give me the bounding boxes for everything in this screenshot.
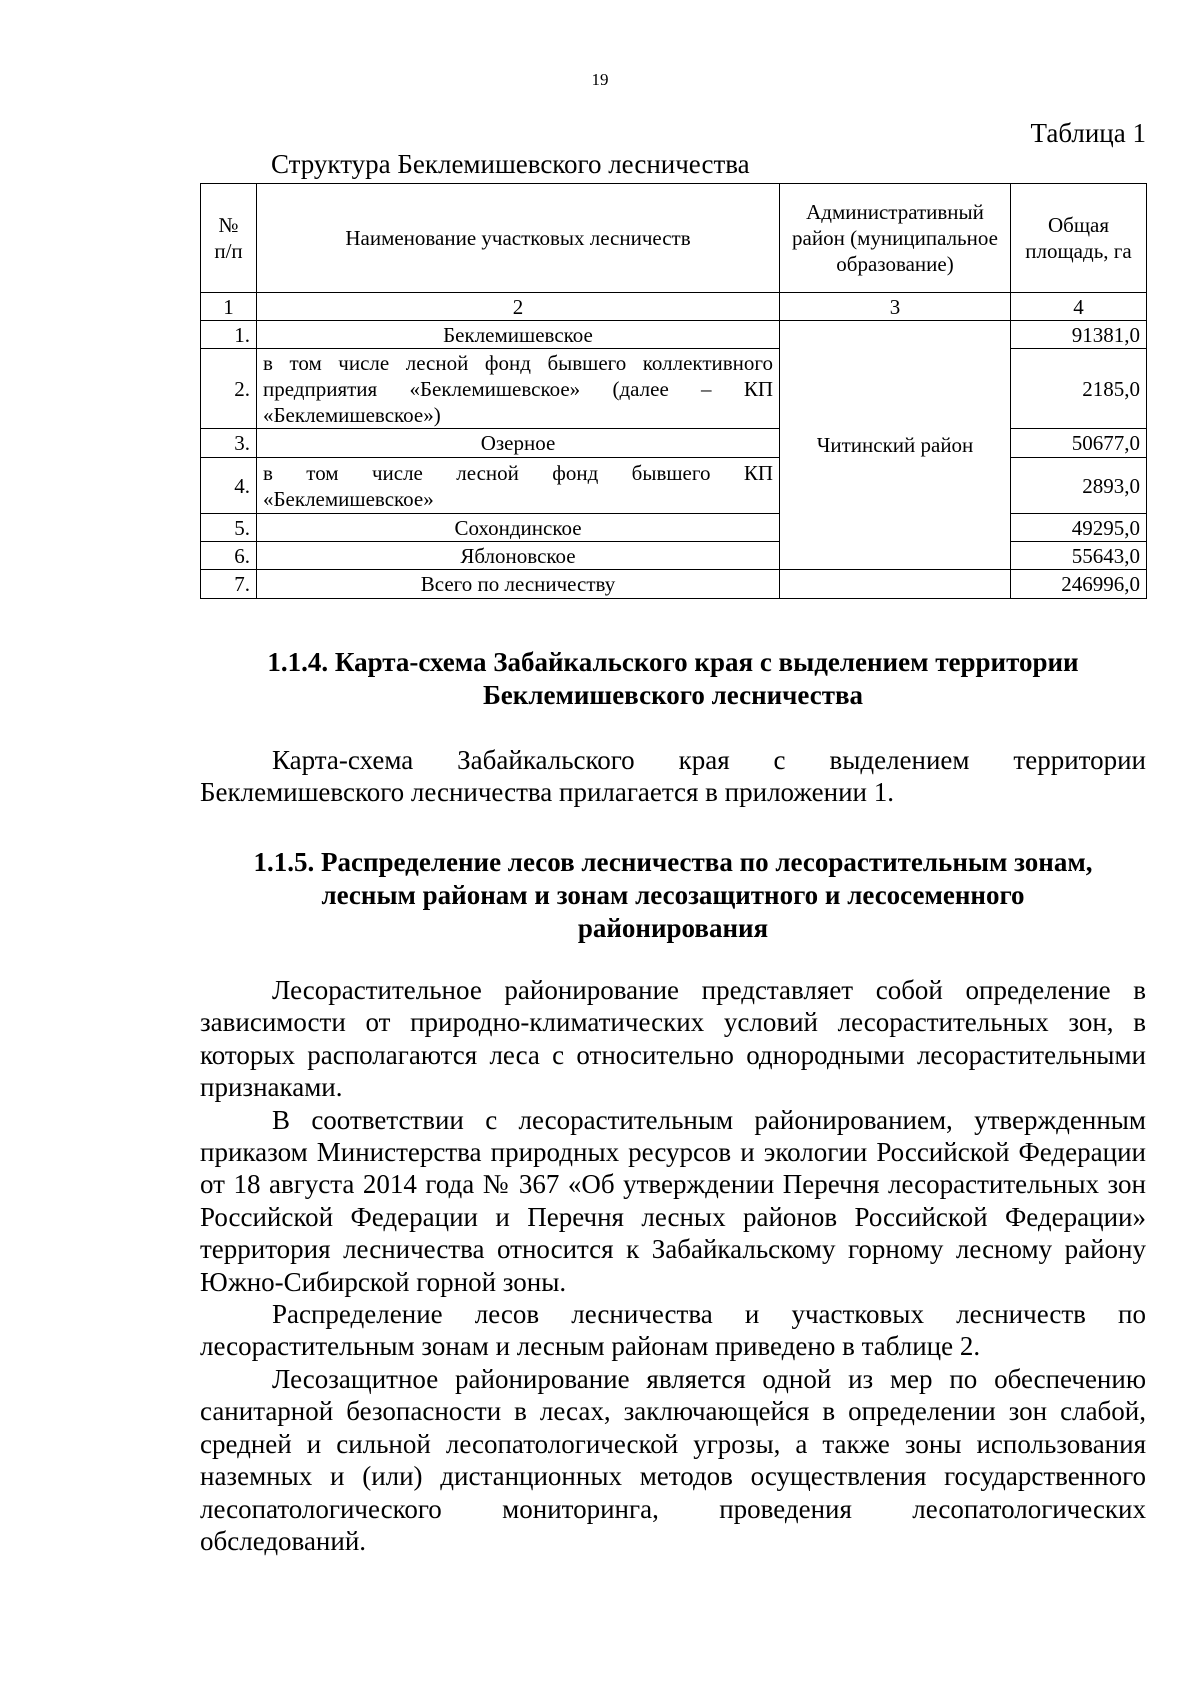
- row-num: 2.: [201, 349, 257, 429]
- col-number: 2: [257, 293, 780, 321]
- row-name: Сохондинское: [257, 514, 780, 542]
- section-115-body: [0, 974, 1146, 1557]
- col-number: 3: [780, 293, 1011, 321]
- row-name: в том числе лесной фонд бывшего КП «Беклемишевское»: [257, 458, 780, 514]
- row-name: в том числе лесной фонд бывшего коллективного предприятия «Беклемишевское» (далее – КП «Беклемишевское»): [257, 349, 780, 429]
- row-num: 3.: [201, 429, 257, 458]
- row-area: 50677,0: [1011, 429, 1147, 458]
- row-num: 1.: [201, 321, 257, 349]
- header-num: № п/п: [201, 184, 257, 293]
- row-area: 55643,0: [1011, 542, 1147, 570]
- table-row: [201, 321, 1147, 349]
- page-number: 19: [591, 70, 609, 89]
- district-cell: Читинский район: [780, 321, 1011, 570]
- paragraph: Лесозащитное районирование является одной из мер по обеспечению санитарной безопасности в лесах, заключающейся в определении зон слабой, средней и сильной лесопатологической угрозы, а также зоны использования наземных и (или) дистанционных методов осуществления государственного лесопатологического мониторинга, проведения лесопатологических обследований.: [200, 1363, 1146, 1556]
- table-header-row: [201, 184, 1147, 293]
- section-114-paragraph: Карта-схема Забайкальского края с выделением территории Беклемишевского лесничества прилагается в приложении 1.: [200, 745, 1146, 808]
- col-number: 4: [1011, 293, 1147, 321]
- row-area: 246996,0: [1011, 570, 1147, 599]
- row-name: Яблоновское: [257, 542, 780, 570]
- column-numbers-row: [201, 293, 1147, 321]
- row-num: 6.: [201, 542, 257, 570]
- row-name: Озерное: [257, 429, 780, 458]
- header-name: Наименование участковых лесничеств: [257, 184, 780, 293]
- col-number: 1: [201, 293, 257, 321]
- forestry-structure-table: [200, 183, 1147, 599]
- section-114-heading: [200, 646, 1146, 712]
- header-district: Административный район (муниципальное образование): [780, 184, 1011, 293]
- table-title: Структура Беклемишевского лесничества: [271, 149, 750, 179]
- empty-district-cell: [780, 570, 1011, 599]
- row-name: Беклемишевское: [257, 321, 780, 349]
- row-num: 5.: [201, 514, 257, 542]
- row-area: 2893,0: [1011, 458, 1147, 514]
- heading-line: 1.1.5. Распределение лесов лесничества по лесорастительным зонам,: [253, 847, 1093, 877]
- section-115-heading: [200, 846, 1146, 945]
- row-num: 7.: [201, 570, 257, 599]
- paragraph: Лесорастительное районирование представляет собой определение в зависимости от природно-климатических условий лесорастительных зон, в которых располагаются леса с относительно однородными лесорастительными признаками.: [200, 975, 1146, 1103]
- row-name: Всего по лесничеству: [257, 570, 780, 599]
- paragraph: Распределение лесов лесничества и участковых лесничеств по лесорастительным зонам и лесным районам приведено в таблице 2.: [200, 1299, 1146, 1362]
- table-label: Таблица 1: [1030, 118, 1146, 148]
- table-total-row: [201, 570, 1147, 599]
- row-area: 2185,0: [1011, 349, 1147, 429]
- paragraph: В соответствии с лесорастительным районированием, утвержденным приказом Министерства природных ресурсов и экологии Российской Федерации от 18 августа 2014 года № 367 «Об утверждении Перечня лесорастительных зон Российской Федерации и Перечня лесных районов Российской Федерации» территория лесничества относится к Забайкальскому горному лесному району Южно-Сибирской горной зоны.: [200, 1104, 1146, 1297]
- row-num: 4.: [201, 458, 257, 514]
- heading-line: лесным районам и зонам лесозащитного и лесосеменного: [321, 880, 1025, 910]
- heading-line: 1.1.4. Карта-схема Забайкальского края с выделением территории: [267, 647, 1079, 677]
- heading-line: районирования: [577, 913, 769, 943]
- row-area: 49295,0: [1011, 514, 1147, 542]
- header-area: Общая площадь, га: [1011, 184, 1147, 293]
- row-area: 91381,0: [1011, 321, 1147, 349]
- heading-line: Беклемишевского лесничества: [482, 680, 864, 710]
